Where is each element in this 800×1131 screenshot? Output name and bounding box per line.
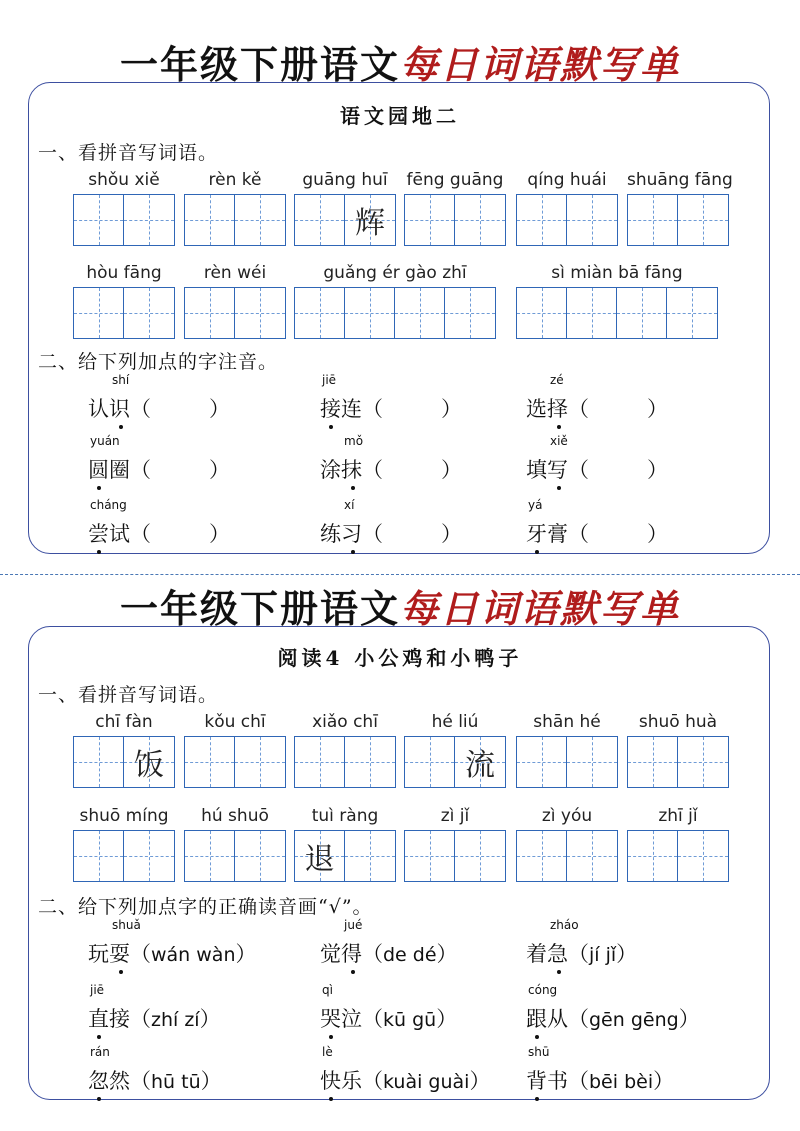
answer-paren-close: ） <box>678 1007 700 1031</box>
question-item <box>320 373 462 423</box>
cell-char: 饭 <box>134 748 164 783</box>
emphasis-dot <box>351 970 355 974</box>
word-wrap <box>526 918 579 966</box>
answer-field[interactable]: zhí zí <box>151 1009 200 1031</box>
tianzige-cell[interactable] <box>405 831 455 881</box>
question-word: 着急 <box>526 942 568 966</box>
question-item <box>88 1045 222 1095</box>
writing-grid[interactable] <box>294 194 396 246</box>
title-main: 一年级下册语文 <box>119 43 400 87</box>
question-word: 觉得 <box>320 942 362 966</box>
emphasis-dot <box>557 970 561 974</box>
title-highlight: 每日词语默写单 <box>400 587 681 631</box>
tianzige-cell[interactable] <box>345 737 395 787</box>
question-item <box>526 498 668 548</box>
word-wrap <box>320 498 362 546</box>
question-word: 涂抹 <box>320 458 362 482</box>
pinyin-label: zhī jǐ <box>658 806 698 826</box>
tianzige-cell[interactable] <box>124 195 174 245</box>
question-word: 尝试 <box>88 522 130 546</box>
title-highlight: 每日词语默写单 <box>400 43 681 87</box>
writing-grid[interactable] <box>184 830 286 882</box>
emphasis-dot <box>329 425 333 429</box>
pinyin-hint: shuǎ <box>112 918 141 932</box>
emphasis-dot <box>97 550 101 554</box>
pinyin-hint: qì <box>322 983 333 997</box>
tianzige-cell[interactable] <box>517 737 567 787</box>
word-wrap <box>320 434 364 482</box>
word-wrap <box>526 373 568 421</box>
tianzige-cell[interactable] <box>405 195 455 245</box>
emphasis-dot <box>97 1097 101 1101</box>
pinyin-label: sì miàn bā fāng <box>551 263 683 283</box>
tianzige-cell[interactable] <box>185 195 235 245</box>
pinyin-hint: cóng <box>528 983 558 997</box>
pinyin-hint: lè <box>322 1045 333 1059</box>
question-word: 跟从 <box>526 1007 568 1031</box>
emphasis-dot <box>97 486 101 490</box>
answer-paren-open: （ <box>362 522 383 546</box>
writing-grid[interactable] <box>516 736 618 788</box>
writing-grid[interactable] <box>184 287 286 339</box>
tianzige-cell[interactable] <box>345 288 395 338</box>
pinyin-hint: zháo <box>550 918 579 932</box>
tianzige-cell[interactable] <box>667 288 717 338</box>
pinyin-label: hé liú <box>431 712 479 732</box>
pinyin-hint: yá <box>528 498 543 512</box>
tianzige-cell[interactable] <box>185 288 235 338</box>
pinyin-label: zì jǐ <box>440 806 470 826</box>
pinyin-label: chī fàn <box>95 712 153 732</box>
writing-grid[interactable] <box>516 287 718 339</box>
answer-paren-open: （ <box>130 522 151 546</box>
question-item <box>526 1045 675 1095</box>
tianzige-cell[interactable] <box>74 195 124 245</box>
word-wrap <box>88 1045 130 1093</box>
answer-paren-open: （ <box>130 1007 151 1031</box>
tianzige-cell[interactable] <box>74 288 124 338</box>
question-item <box>320 1045 491 1095</box>
answer-paren-open: （ <box>130 1069 151 1093</box>
writing-grid[interactable] <box>516 830 618 882</box>
emphasis-dot <box>557 486 561 490</box>
tianzige-cell[interactable] <box>295 737 345 787</box>
answer-field[interactable]: jí jǐ <box>589 944 617 966</box>
question-word: 填写 <box>526 458 568 482</box>
answer-paren-open: （ <box>568 1069 589 1093</box>
question-item <box>526 918 638 968</box>
word-wrap <box>88 434 130 482</box>
emphasis-dot <box>535 1035 539 1039</box>
answer-field[interactable]: wán wàn <box>151 944 236 966</box>
tianzige-cell[interactable] <box>567 737 617 787</box>
question-item <box>526 434 668 484</box>
question-item <box>320 498 462 548</box>
tianzige-cell[interactable] <box>74 831 124 881</box>
answer-field[interactable]: hū tū <box>151 1071 201 1093</box>
answer-paren-open: （ <box>568 458 589 482</box>
writing-grid[interactable] <box>404 194 506 246</box>
pinyin-hint: jiē <box>90 983 105 997</box>
answer-paren-open: （ <box>130 397 151 421</box>
writing-grid[interactable] <box>73 830 175 882</box>
writing-grid[interactable] <box>294 287 496 339</box>
question-item <box>526 373 668 423</box>
pinyin-hint: jué <box>344 918 363 932</box>
cell-char: 流 <box>465 748 495 783</box>
answer-field[interactable]: kuài guài <box>383 1071 470 1093</box>
tianzige-cell[interactable] <box>678 737 728 787</box>
lesson-title: 语文园地二 <box>340 104 460 128</box>
emphasis-dot <box>351 486 355 490</box>
pinyin-hint: shū <box>528 1045 550 1059</box>
answer-paren-close: ） <box>616 942 638 966</box>
word-wrap <box>526 498 568 546</box>
emphasis-dot <box>119 970 123 974</box>
word-wrap <box>526 1045 568 1093</box>
question-word: 圆圈 <box>88 458 130 482</box>
question-item <box>88 498 230 548</box>
pinyin-label: xiǎo chī <box>312 712 378 732</box>
pinyin-label: shān hé <box>533 712 601 732</box>
answer-paren-close: ） <box>200 1069 222 1093</box>
pinyin-label: rèn wéi <box>203 263 267 283</box>
question-word: 忽然 <box>88 1069 130 1093</box>
tianzige-cell[interactable] <box>235 288 285 338</box>
question-item <box>320 918 458 968</box>
emphasis-dot <box>97 1035 101 1039</box>
writing-grid[interactable] <box>627 830 729 882</box>
answer-paren-close: ） <box>647 458 668 482</box>
question-word: 直接 <box>88 1007 130 1031</box>
emphasis-dot <box>329 1097 333 1101</box>
answer-paren-close: ） <box>441 458 462 482</box>
tianzige-cell[interactable] <box>405 737 455 787</box>
pinyin-label: guāng huī <box>302 170 388 190</box>
question-word: 玩耍 <box>88 942 130 966</box>
pinyin-hint: xiě <box>550 434 568 448</box>
tianzige-cell[interactable] <box>678 831 728 881</box>
tianzige-cell[interactable] <box>567 831 617 881</box>
pinyin-label: rèn kě <box>208 170 262 190</box>
answer-paren-open: （ <box>130 942 151 966</box>
question-word: 认识 <box>88 397 130 421</box>
answer-paren-open: （ <box>568 397 589 421</box>
cell-char: 退 <box>304 842 335 877</box>
answer-paren-open: （ <box>568 942 589 966</box>
tianzige-cell[interactable] <box>295 195 345 245</box>
tianzige-cell[interactable] <box>445 288 495 338</box>
writing-grid[interactable] <box>627 736 729 788</box>
tianzige-cell[interactable] <box>567 195 617 245</box>
question-item <box>88 434 230 484</box>
tianzige-cell[interactable] <box>345 831 395 881</box>
tianzige-cell[interactable] <box>567 288 617 338</box>
answer-field[interactable]: de dé <box>383 944 437 966</box>
question-word: 背书 <box>526 1069 568 1093</box>
sheet-title <box>0 34 800 89</box>
section-heading-phonetic: 二、给下列加点的字注音。 <box>38 351 279 373</box>
answer-paren-open: （ <box>568 522 589 546</box>
answer-paren-close: ） <box>647 522 668 546</box>
word-wrap <box>320 918 363 966</box>
pinyin-hint: cháng <box>90 498 127 512</box>
question-word: 选择 <box>526 397 568 421</box>
tianzige-cell[interactable] <box>124 831 174 881</box>
tianzige-cell[interactable] <box>517 195 567 245</box>
pinyin-hint: jiē <box>322 373 337 387</box>
tianzige-cell[interactable] <box>628 195 678 245</box>
word-wrap <box>88 498 130 546</box>
word-wrap <box>88 918 141 966</box>
sheet-title <box>0 578 800 633</box>
writing-grid[interactable] <box>404 736 506 788</box>
pinyin-label: zì yóu <box>541 806 593 826</box>
writing-grid[interactable] <box>404 830 506 882</box>
pinyin-label: shuō huà <box>638 712 718 732</box>
answer-paren-close: ） <box>647 397 668 421</box>
emphasis-dot <box>351 550 355 554</box>
emphasis-dot <box>329 1035 333 1039</box>
pinyin-label: qíng huái <box>527 170 607 190</box>
question-item <box>88 918 257 968</box>
answer-paren-open: （ <box>362 397 383 421</box>
question-item <box>88 983 221 1033</box>
section-heading-pinyin: 一、看拼音写词语。 <box>38 684 219 706</box>
cut-line-divider <box>0 574 800 575</box>
pinyin-label: hòu fāng <box>86 263 162 283</box>
tianzige-cell[interactable] <box>395 288 445 338</box>
pinyin-hint: rán <box>90 1045 110 1059</box>
tianzige-cell[interactable] <box>517 831 567 881</box>
answer-paren-open: （ <box>362 458 383 482</box>
answer-paren-close: ） <box>235 942 257 966</box>
tianzige-cell[interactable] <box>185 831 235 881</box>
writing-grid[interactable] <box>73 194 175 246</box>
tianzige-cell[interactable] <box>455 195 505 245</box>
pinyin-hint: mǒ <box>344 434 364 448</box>
answer-paren-close: ） <box>436 1007 458 1031</box>
writing-grid[interactable] <box>73 287 175 339</box>
tianzige-cell[interactable] <box>124 737 174 787</box>
answer-paren-close: ） <box>209 397 230 421</box>
writing-grid[interactable] <box>516 194 618 246</box>
word-wrap <box>320 983 362 1031</box>
answer-paren-close: ） <box>469 1069 491 1093</box>
pinyin-label: shuāng fāng <box>627 170 733 190</box>
tianzige-cell[interactable] <box>295 831 345 881</box>
emphasis-dot <box>535 1097 539 1101</box>
question-word: 练习 <box>320 522 362 546</box>
tianzige-cell[interactable] <box>678 195 728 245</box>
word-wrap <box>320 1045 362 1093</box>
answer-paren-close: ） <box>209 458 230 482</box>
answer-field[interactable]: gēn gēng <box>589 1009 679 1031</box>
tianzige-cell[interactable] <box>345 195 395 245</box>
writing-grid[interactable] <box>294 736 396 788</box>
tianzige-cell[interactable] <box>235 737 285 787</box>
answer-paren-close: ） <box>441 522 462 546</box>
tianzige-cell[interactable] <box>455 831 505 881</box>
tianzige-cell[interactable] <box>74 737 124 787</box>
tianzige-cell[interactable] <box>628 831 678 881</box>
word-wrap <box>88 983 130 1031</box>
pinyin-hint: xí <box>344 498 355 512</box>
tianzige-cell[interactable] <box>124 288 174 338</box>
tianzige-cell[interactable] <box>617 288 667 338</box>
question-word: 牙膏 <box>526 522 568 546</box>
writing-grid[interactable] <box>294 830 396 882</box>
answer-paren-close: ） <box>441 397 462 421</box>
writing-grid[interactable] <box>73 736 175 788</box>
emphasis-dot <box>557 425 561 429</box>
pinyin-label: shǒu xiě <box>88 170 160 190</box>
question-item <box>526 983 700 1033</box>
question-item <box>320 983 458 1033</box>
writing-grid[interactable] <box>627 194 729 246</box>
answer-paren-close: ） <box>653 1069 675 1093</box>
writing-grid[interactable] <box>184 194 286 246</box>
title-main: 一年级下册语文 <box>119 587 400 631</box>
tianzige-cell[interactable] <box>517 288 567 338</box>
answer-field[interactable]: bēi bèi <box>589 1071 654 1093</box>
writing-grid[interactable] <box>184 736 286 788</box>
pinyin-hint: yuán <box>90 434 120 448</box>
word-wrap <box>526 434 568 482</box>
tianzige-cell[interactable] <box>235 195 285 245</box>
question-item <box>320 434 462 484</box>
answer-paren-open: （ <box>130 458 151 482</box>
lesson-title: 阅读4 小公鸡和小鸭子 <box>277 646 523 670</box>
tianzige-cell[interactable] <box>185 737 235 787</box>
tianzige-cell[interactable] <box>455 737 505 787</box>
answer-paren-close: ） <box>436 942 458 966</box>
pinyin-label: guǎng ér gào zhī <box>323 263 467 283</box>
pinyin-label: tuì ràng <box>311 806 379 826</box>
answer-field[interactable]: kū gū <box>383 1009 437 1031</box>
word-wrap <box>526 983 568 1031</box>
answer-paren-open: （ <box>362 942 383 966</box>
question-word: 接连 <box>320 397 362 421</box>
answer-paren-close: ） <box>209 522 230 546</box>
pinyin-label: hú shuō <box>201 806 269 826</box>
question-item <box>88 373 230 423</box>
emphasis-dot <box>535 550 539 554</box>
cell-char: 辉 <box>355 206 385 241</box>
question-word: 快乐 <box>320 1069 362 1093</box>
pinyin-hint: zé <box>550 373 564 387</box>
pinyin-hint: shí <box>112 373 130 387</box>
pinyin-label: shuō míng <box>79 806 169 826</box>
answer-paren-open: （ <box>568 1007 589 1031</box>
tianzige-cell[interactable] <box>628 737 678 787</box>
answer-paren-open: （ <box>362 1007 383 1031</box>
word-wrap <box>88 373 130 421</box>
tianzige-cell[interactable] <box>235 831 285 881</box>
pinyin-label: fēng guāng <box>406 170 504 190</box>
answer-paren-close: ） <box>199 1007 221 1031</box>
section-heading-phonetic: 二、给下列加点字的正确读音画“√”。 <box>38 896 373 918</box>
tianzige-cell[interactable] <box>295 288 345 338</box>
pinyin-label: kǒu chī <box>204 712 266 732</box>
answer-paren-open: （ <box>362 1069 383 1093</box>
section-heading-pinyin: 一、看拼音写词语。 <box>38 142 219 164</box>
word-wrap <box>320 373 362 421</box>
question-word: 哭泣 <box>320 1007 362 1031</box>
emphasis-dot <box>119 425 123 429</box>
